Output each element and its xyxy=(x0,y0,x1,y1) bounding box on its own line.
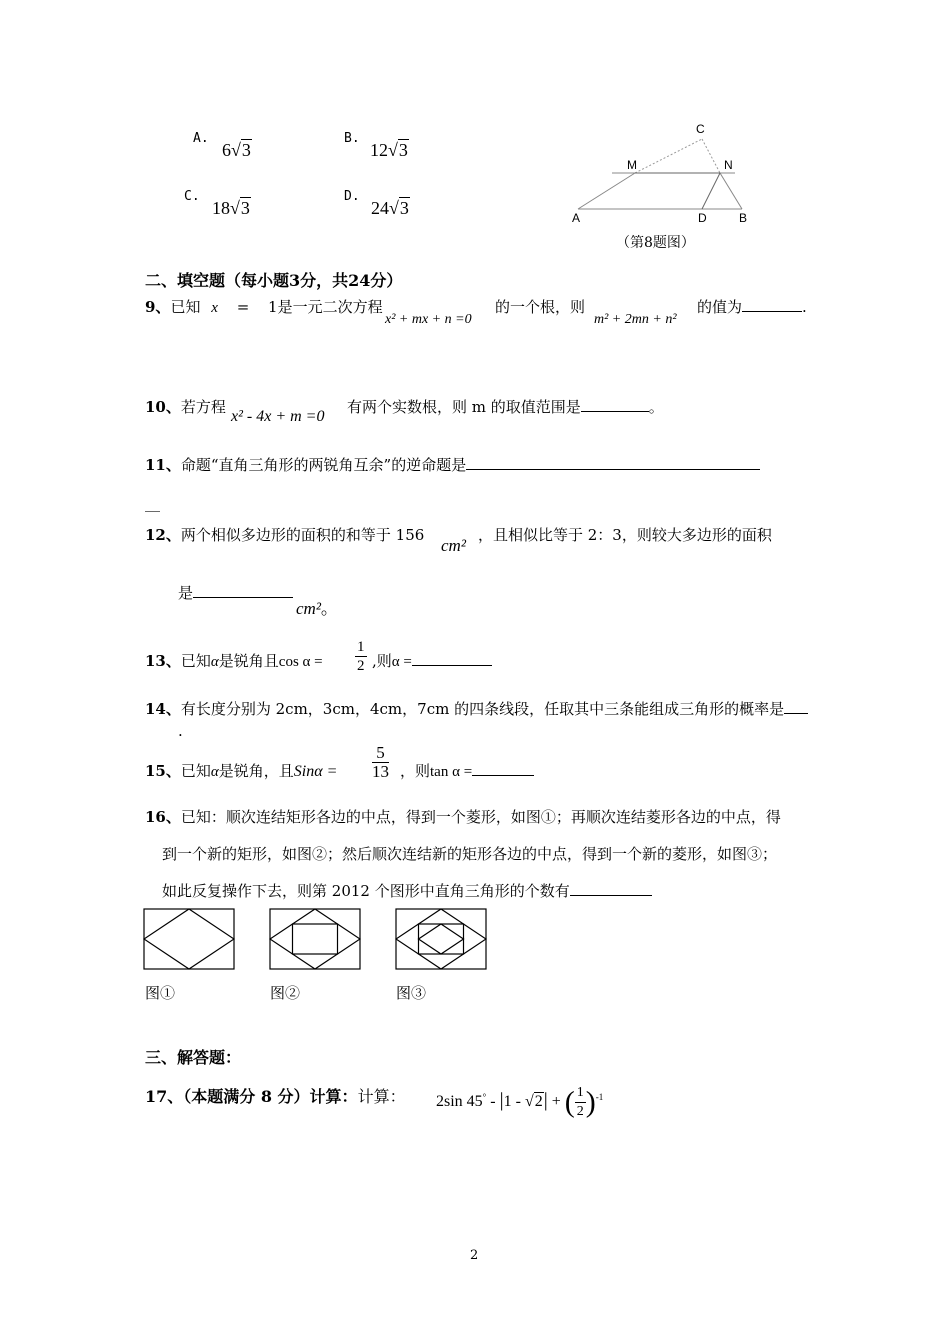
q12-answer-blank[interactable] xyxy=(193,583,293,598)
point-d-label: D xyxy=(698,211,707,225)
question-13: 13、已知α是锐角且cos α = xyxy=(145,652,323,670)
figure-8-caption: （第8题图） xyxy=(616,235,695,251)
figure-2-rectangle-in-rhombus xyxy=(269,908,361,970)
option-d-label: D. xyxy=(344,189,360,204)
q11-answer-blank[interactable] xyxy=(466,455,760,470)
question-16-line-1: 16、已知：顺次连结矩形各边的中点，得到一个菱形，如图①；再顺次连结菱形各边的中点，得 xyxy=(145,808,781,826)
q12-unit-2: cm²。 xyxy=(296,599,338,618)
q9-text-4: 的值为 . xyxy=(697,298,807,316)
q12-unit: cm² xyxy=(441,536,466,555)
question-15: 15、已知α是锐角，且Sinα = xyxy=(145,762,338,780)
q9-equation: x² + mx + n =0 xyxy=(385,312,472,327)
point-n-label: N xyxy=(724,158,733,172)
q16-answer-blank[interactable] xyxy=(570,881,652,896)
q12-line-2: 是 xyxy=(178,582,293,603)
q10-text-2: 有两个实数根，则 m 的取值范围是 。 xyxy=(347,398,664,416)
question-16-line-2: 到一个新的矩形，如图②；然后顺次连结新的矩形各边的中点，得到一个新的菱形，如图③； xyxy=(162,845,778,863)
page-number: 2 xyxy=(470,1248,479,1263)
q11-continuation: __ xyxy=(145,494,160,512)
q9-expression: m² + 2mn + n² xyxy=(594,312,677,327)
section-2-title: 二、填空题（每小题3分，共24分） xyxy=(145,271,403,290)
point-m-label: M xyxy=(627,158,637,172)
option-d-value: 24√3 xyxy=(371,198,409,218)
question-14: 14、有长度分别为 2cm，3cm，4cm，7cm 的四条线段，任取其中三条能组成三角形的概率是 xyxy=(145,698,808,719)
figure-3-label: 图③ xyxy=(396,984,427,1002)
figure-1-rhombus-in-rectangle xyxy=(143,908,235,970)
q15-answer-blank[interactable] xyxy=(472,761,534,776)
q14-end: . xyxy=(178,722,183,740)
figure-2-label: 图② xyxy=(270,984,301,1002)
q15-fraction: $\frac{5}{13}$ xyxy=(372,743,389,781)
q10-equation: x² - 4x + m =0 xyxy=(231,408,325,425)
question-10: 10、若方程 xyxy=(145,398,226,416)
q12-text-2: ，且相似比等于 2：3，则较大多边形的面积 xyxy=(478,526,772,544)
point-c-label: C xyxy=(696,122,705,136)
q13-answer-blank[interactable] xyxy=(412,651,492,666)
q9-answer-blank[interactable] xyxy=(742,297,802,312)
q15-text-3: ，则tan α = xyxy=(400,760,534,781)
figure-3-nested-rhombus xyxy=(395,908,487,970)
option-b-label: B. xyxy=(344,131,360,146)
question-9: 9、已知 x = 1是一元二次方程 xyxy=(145,298,383,316)
point-b-label: B xyxy=(739,211,748,225)
q9-text-3: 的一个根，则 xyxy=(495,298,586,316)
option-c-label: C. xyxy=(184,189,200,204)
q13-text-3: ,则α = xyxy=(372,650,492,671)
q13-fraction: $\frac{1}{2}$ xyxy=(357,639,365,674)
q17-expression: 2sin 45° - |1 - √2| + ( $\frac{1}{2}$ )$^{-1}$ xyxy=(436,1085,604,1119)
figure-1-label: 图① xyxy=(145,984,176,1002)
point-a-label: A xyxy=(572,211,581,225)
section-3-title: 三、解答题： xyxy=(145,1048,242,1067)
option-c-value: 18√3 xyxy=(212,198,250,218)
question-12: 12、两个相似多边形的面积的和等于 156 xyxy=(145,526,425,544)
question-11: 11、命题“直角三角形的两锐角互余”的逆命题是 xyxy=(145,454,760,475)
option-b-value: 12√3 xyxy=(370,140,408,160)
q14-answer-blank[interactable] xyxy=(784,699,808,714)
q8-geometry-figure xyxy=(560,115,770,230)
question-17: 17、（本题满分 8 分）计算：计算： xyxy=(145,1087,406,1106)
question-16-line-3: 如此反复操作下去，则第 2012 个图形中直角三角形的个数有 xyxy=(162,880,652,901)
option-a-label: A. xyxy=(193,131,209,146)
option-a-value: 6√3 xyxy=(222,140,251,160)
q10-answer-blank[interactable] xyxy=(581,397,649,412)
